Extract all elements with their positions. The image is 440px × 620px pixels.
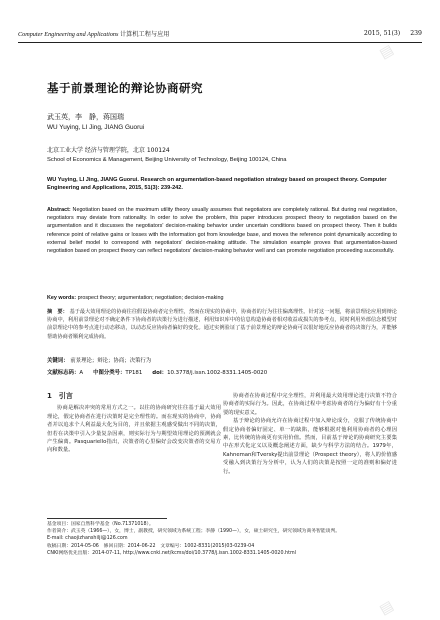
footnote-rule [47, 518, 167, 519]
journal-name-cn: 计算机工程与应用 [119, 30, 170, 38]
authors-en: WU Yuying, LI Jing, JIANG Guorui [47, 124, 145, 131]
watermark-2: ▤ [376, 597, 397, 619]
running-header [18, 26, 422, 40]
article-meta [47, 368, 397, 376]
keywords-label: Key words: [47, 295, 77, 301]
footnote-authors: 作者简介：武玉英（1966—），女，博士，副教授，研究领域为系统工程；李静（1990—），女，硕士研究生，研究领域为商务智能谈判。 [47, 529, 341, 535]
paper-title: 基于前景理论的辩论协商研究 [47, 81, 203, 95]
footnote-dates: 收稿日期：2014-05-06 修回日期：2014-06-22 文章编号：1002-8331(2015)03-0239-04 [47, 543, 255, 549]
journal-name-en: Computer Engineering and Applications [18, 30, 119, 38]
cn-abstract-label: 摘 要： [47, 309, 68, 315]
header-rule [18, 42, 422, 43]
clc-value: TP181 [125, 370, 143, 376]
issue-info: 2015, 51(3) [363, 29, 401, 37]
abstract-label: Abstract: [47, 207, 71, 213]
abstract-text: Negotiation based on the maximum utility theory usually assumes that negotiators are completely rational. But during real negotiation, negotiators may deviate from rationality. In order to solve the problem, this paper introduces prospect theory to negotiation based on the argumentation and it discusses the negotiators' decision-making behavior under uncertain conditions based on prospect theory. Then it builds reference point of relative gains or losses with the information got from knowledge base, and moves the reference point dynamically according to external belief model to correspond with negotiators' decision-making attitude. The simulation example proves that argumentation-based negotiation based on prospect theory can reflect negotiators' decision-making behavior well and can promote negotiation proceeding successfully. [47, 207, 397, 255]
doi [152, 368, 267, 376]
body-paragraph: 基于辩论的协商允许在协商过程中加入辩论成分，克服了传统协商中假定协商者偏好固定、单一的缺陷，能够根据对他利用协商者的心理因素，比传统的协商更有实用价值。然而，目前基于辩论的协商研究主要集中在形式化定义以及概念阐述方面，缺少与科学方法的结合。1979年，Kahneman和Tversky提出前景理论（Prospect theory），将人的价值感受融入到决策行为分析中，认为人们的决策是按照一定的准则和偏好进行。 [223, 418, 397, 475]
doc-code-label: 文献标志码： [47, 370, 80, 376]
keywords-cn [47, 356, 151, 364]
footnote-cnki: CNKI网络优先出版：2014-07-11, http://www.cnki.net/kcms/doi/10.3778/j.issn.1002-8331.1405-0020.html [47, 550, 296, 556]
body-column-right [223, 392, 397, 476]
cn-keywords-label: 关键词： [47, 358, 69, 364]
footnote-email: E-mail: chaojizhanshilji@126.com [47, 536, 128, 542]
doc-code [47, 368, 83, 376]
body-column-left [47, 392, 221, 455]
abstract-en [47, 206, 397, 255]
keywords-en [47, 294, 397, 302]
cn-abstract-text: 基于最大效用理论的协商往往假设协商者完全理性，然而在现实的协商中，协商者的行为往往偏离理性。针对这一问题，将前景理论应用到辩论协商中，利用前景理论对不确定条件下协商者的决策行为进行描述，利用知识库中的信息构造协商者相对收益或损失的参考点，同时利用外部信念模型对前景理论中的参考点进行动态移动，以动态反应协商者偏好的变化。通过实例验证了基于前景理论的辩论协商可以很好地反应协商者的决策行为，并能够帮助协商者顺利完成协商。 [47, 309, 397, 340]
cn-keywords-text: 前景理论；辩论；协商；决策行为 [70, 358, 152, 364]
clc [93, 368, 142, 376]
doc-code-value: A [79, 370, 84, 376]
footnotes [47, 521, 397, 557]
clc-label: 中图分类号： [93, 370, 126, 376]
keywords-text: prospect theory; argumentation; negotiation; decision-making [77, 295, 224, 301]
body-paragraph: 协商者在协商过程中完全理性，并利用最大效用理论进行决策不符合协商者的实际行为。因此，在协商过程中考虑协商者的行为偏好有十分重要的现实意义。 [223, 393, 397, 416]
abstract-cn [47, 308, 397, 341]
citation: WU Yuying, LI Jing, JIANG Guorui. Research on argumentation-based negotiation strategy based on prospect theory. Computer Engineering and Applications, 2015, 51(3): 239-242. [47, 177, 387, 191]
doi-label: doi： [152, 370, 168, 376]
body-paragraph: 协商是解决冲突的常用方式之一。以往的协商研究往往基于最大效用理论，假定协商者在进行决策时是完全理性的。而在现实的协商中，协商者并以追求个人利益最大化为目的，并且依据主观感受做出不同的决策，但若在决策中引入少量复杂因素，则实际行为与期望效用理论的预测就会产生偏离。Pasquariello指出，决策者的心里偏好会改变决策者的交易方向和数量。 [47, 405, 221, 454]
affiliation-cn: 北京工业大学 经济与管理学院，北京 100124 [47, 147, 170, 154]
affiliation-en: School of Economics & Management, Beijing University of Technology, Beijing 100124, China [47, 157, 287, 163]
page-number: 239 [410, 29, 422, 37]
doi-value: 10.3778/j.issn.1002-8331.1405-0020 [167, 370, 268, 376]
authors-cn: 武玉英，李 静，蒋国瑞 [47, 113, 124, 121]
watermark-1: ▤ [376, 41, 397, 63]
footnote-funding: 基金项目：国家自然科学基金（No.71371018）。 [47, 522, 154, 527]
section-heading: 1 引言 [47, 392, 73, 400]
